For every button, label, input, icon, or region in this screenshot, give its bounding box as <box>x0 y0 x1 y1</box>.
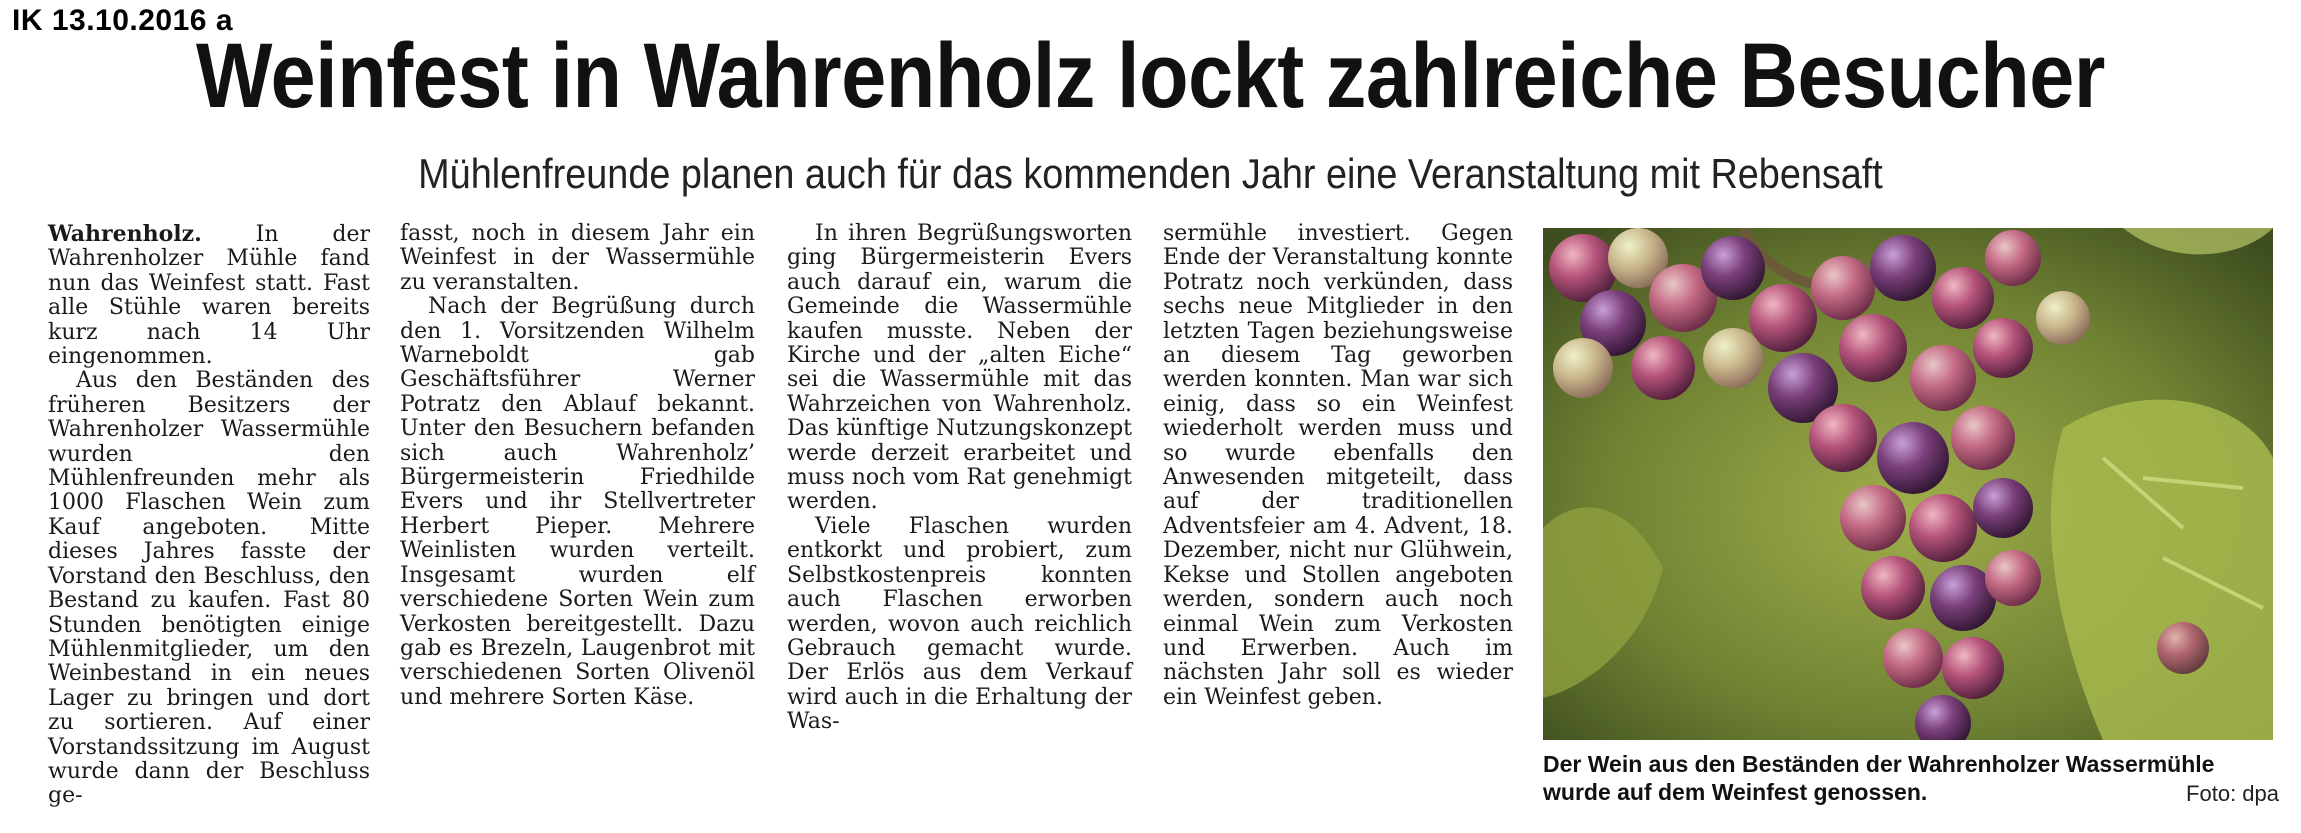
photo-credit: Foto: dpa <box>2186 781 2279 806</box>
article-paragraph: Aus den Beständen des früheren Besitzers der Wahrenholzer Wassermühle wurden den Mühlenfreunden mehr als 1000 Flaschen Wein zum Kauf angeboten. Mitte dieses Jahres fasste der Vorstand den Beschluss, den Bestand zu kaufen. Fast 80 Stunden benötigten einige Mühlenmitglieder, um den Weinbestand in ein neues Lager zu bringen und dort zu sortieren. Auf einer Vorstandssitzung im August wurde dann der Beschluss ge- <box>48 368 370 809</box>
article-paragraph: fasst, noch in diesem Jahr ein Weinfest in der Wassermühle zu veranstalten. <box>400 221 755 295</box>
paragraph-text: In der Wahrenholzer Mühle fand nun das Weinfest statt. Fast alle Stühle waren bereits kurz nach 14 Uhr eingenommen. <box>48 222 370 370</box>
article-paragraph: Viele Flaschen wurden entkorkt und probiert, zum Selbstkostenpreis konnten auch Flaschen erworben werden, wovon auch reichlich Gebrauch gemacht wurde. Der Erlös aus dem Verkauf wird auch in die Erhaltung der Was- <box>787 513 1132 735</box>
headline: Weinfest in Wahrenholz lockt zahlreiche Besucher <box>196 25 2105 127</box>
grape-photo <box>1543 228 2273 740</box>
photo-caption: Der Wein aus den Beständen der Wahrenholzer Wassermühle wurde auf dem Weinfest genossen. <box>1543 751 2215 805</box>
article-body <box>0 222 1530 822</box>
source-tag: IK 13.10.2016 a <box>12 4 234 37</box>
article-column-3 <box>787 222 1132 735</box>
dateline: Wahrenholz. <box>48 221 202 247</box>
article-paragraph: In ihren Begrüßungsworten ging Bürgermeisterin Evers auch darauf ein, warum die Gemeinde die Wassermühle kaufen musste. Neben der Kirche und der „alten Eiche“ sei die Wassermühle mit das Wahrzeichen von Wahrenholz. Das künftige Nutzungskonzept werde derzeit erarbeitet und muss noch vom Rat genehmigt werden. <box>787 221 1132 515</box>
article-paragraph: Nach der Begrüßung durch den 1. Vorsitzenden Wilhelm Warneboldt gab Geschäftsführer Werner Potratz den Ablauf bekannt. Unter den Besuchern befanden sich auch Wahrenholz’ Bürgermeisterin Friedhilde Evers und ihr Stellvertreter Herbert Pieper. Mehrere Weinlisten wurden verteilt. Insgesamt wurden elf verschiedene Sorten Wein zum Verkosten bereitgestellt. Dazu gab es Brezeln, Laugenbrot mit verschiedenen Sorten Olivenöl und mehrere Sorten Käse. <box>400 294 755 710</box>
article-column-4 <box>1163 222 1513 710</box>
article-column-1 <box>48 222 370 809</box>
grape-illustration <box>1543 228 2273 740</box>
article-paragraph <box>48 222 370 369</box>
subheadline: Mühlenfreunde planen auch für das kommenden Jahr eine Veranstaltung mit Rebensaft <box>418 150 1883 197</box>
article-paragraph: sermühle investiert. Gegen Ende der Veranstaltung konnte Potratz noch verkünden, dass sechs neue Mitglieder in den letzten Tagen beziehungsweise an diesem Tag geworben werden konnten. Man war sich einig, dass so ein Weinfest wiederholt werden muss und so wurde ebenfalls den Anwesenden mitgeteilt, dass auf der traditionellen Adventsfeier am 4. Advent, 18. Dezember, nicht nur Glühwein, Kekse und Stollen angeboten werden, sondern auch noch einmal Wein zum Verkosten und Erwerben. Auch im nächsten Jahr soll es wieder ein Weinfest geben. <box>1163 221 1513 710</box>
article-column-2 <box>400 222 755 710</box>
